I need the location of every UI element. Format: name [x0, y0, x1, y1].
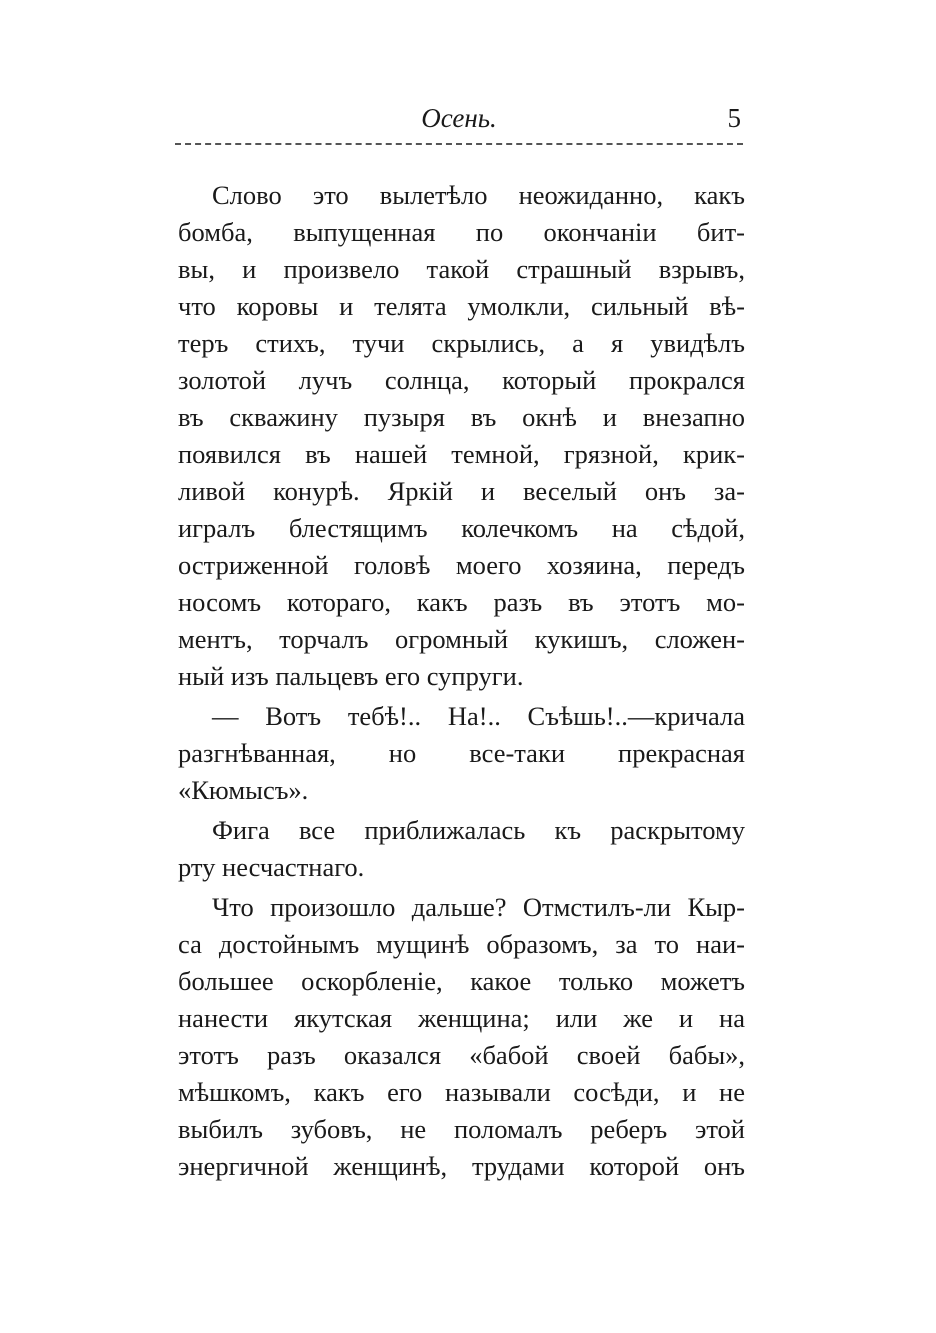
- text-line: большее оскорбленіе, какое только можетъ: [178, 966, 745, 996]
- text-line: разгнѣванная, но все-таки прекрасная: [178, 738, 745, 768]
- text-line: вы, и произвело такой страшный взрывъ,: [178, 254, 745, 284]
- text-line: энергичной женщинѣ, трудами которой онъ: [178, 1151, 745, 1181]
- paragraph: [178, 889, 745, 1185]
- paragraph: [178, 698, 745, 809]
- text-line: что коровы и телята умолкли, сильный вѣ-: [178, 291, 745, 321]
- text-line: ный изъ пальцевъ его супруги.: [178, 661, 524, 691]
- text-line: рту несчастнаго.: [178, 852, 365, 882]
- text-line: появился въ нашей темной, грязной, крик-: [178, 439, 745, 469]
- text-line: выбилъ зубовъ, не поломалъ реберъ этой: [178, 1114, 745, 1144]
- text-line: теръ стихъ, тучи скрылись, а я увидѣлъ: [178, 328, 745, 358]
- running-head: [175, 98, 743, 138]
- text-line: са достойнымъ мущинѣ образомъ, за то наи-: [178, 929, 745, 959]
- paragraph: [178, 812, 745, 886]
- text-line: ливой конурѣ. Яркій и веселый онъ за-: [178, 476, 745, 506]
- text-line: бомба, выпущенная по окончаніи бит-: [178, 217, 745, 247]
- text-line: ментъ, торчалъ огромный кукишъ, сложен-: [178, 624, 745, 654]
- header-rule: [175, 143, 743, 145]
- text-line: золотой лучъ солнца, который прокрался: [178, 365, 745, 395]
- text-line: въ скважину пузыря въ окнѣ и внезапно: [178, 402, 745, 432]
- text-line: остриженной головѣ моего хозяина, передъ: [178, 550, 745, 580]
- text-line: нанести якутская женщина; или же и на: [178, 1003, 745, 1033]
- text-line: «Кюмысъ».: [178, 775, 309, 805]
- text-line: носомъ котораго, какъ разъ въ этотъ мо-: [178, 587, 745, 617]
- text-line: Слово это вылетѣло неожиданно, какъ: [212, 180, 745, 210]
- paragraph: [178, 177, 745, 695]
- running-title: Осень.: [421, 103, 497, 133]
- page-number: 5: [727, 103, 741, 133]
- text-line: игралъ блестящимъ колечкомъ на сѣдой,: [178, 513, 745, 543]
- text-line: Что произошло дальше? Отмстилъ-ли Кыр-: [212, 892, 745, 922]
- text-line: мѣшкомъ, какъ его называли сосѣди, и не: [178, 1077, 745, 1107]
- body-text: [178, 177, 745, 1185]
- text-line: Фига все приближалась къ раскрытому: [212, 815, 745, 845]
- text-line: — Вотъ тебѣ!.. На!.. Съѣшь!..—кричала: [212, 701, 745, 731]
- text-line: этотъ разъ оказался «бабой своей бабы»,: [178, 1040, 745, 1070]
